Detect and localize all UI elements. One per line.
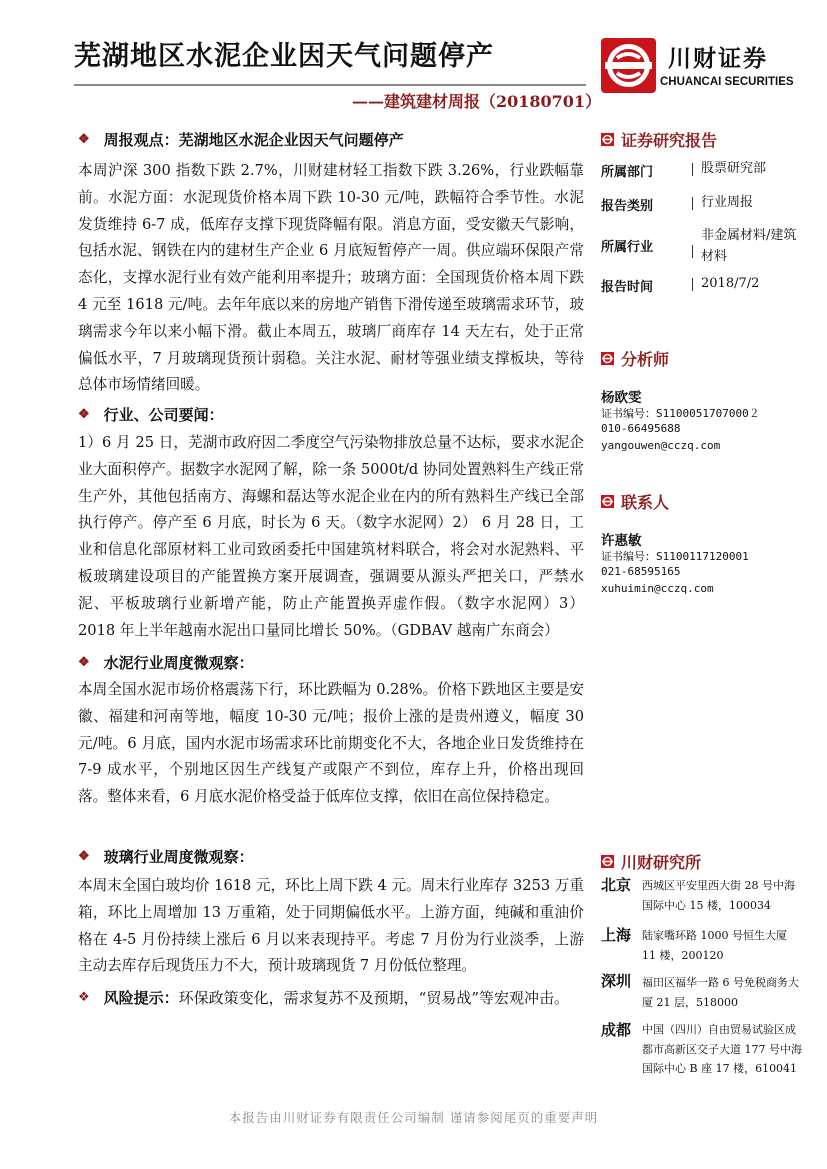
sidebar-heading-text: 川财研究所 — [621, 853, 702, 872]
logo-chinese-name: 川财证券 — [668, 45, 768, 72]
diamond-bullet-icon: ❖ — [78, 132, 90, 147]
logo-square-icon — [601, 133, 614, 146]
section-heading-text: 玻璃行业周度微观察： — [103, 848, 254, 866]
section-heading-text: 风险提示： — [103, 989, 179, 1007]
section-heading-glass — [78, 846, 254, 867]
info-value: 行业周报 — [701, 195, 754, 210]
info-value: 2018/7/2 — [701, 276, 760, 291]
analyst-name: 杨欧雯 — [601, 390, 642, 406]
sidebar-heading-contact — [601, 490, 669, 513]
info-separator — [692, 245, 693, 258]
info-label: 报告时间 — [601, 280, 654, 295]
logo-square-icon — [601, 495, 614, 508]
section-body-news: 1）6 月 25 日，芜湖市政府因二季度空气污染物排放总量不达标，要求水泥企业大面积停产。据数字水泥网了解，除一条 5000t/d 协同处置熟料生产线正常生产外，其他包括南方、海螺和磊达等水泥企业在内的所有熟料生产线已全部执行停产。停产至 6 月底，时长为 6 天。（数字水泥网）2） 6 月 28 日，工业和信息化部原材料工业司致函委托中国建筑材料联合，将会对水泥熟料、平板玻璃建设项目的产能置换方案开展调查，强调要从源头严把关口，严禁水泥、平板玻璃行业新增产能，防止产能置换弄虚作假。（数字水泥网）3）2018 年上半年越南水泥出口量同比增长 50%。（GDBAV 越南广东商会） — [78, 434, 584, 639]
risk-text: 环保政策变化，需求复苏不及预期，“贸易战”等宏观冲击。 — [178, 989, 570, 1007]
contact-email: xuhuimin@cczq.com — [601, 582, 714, 595]
analyst-cert: 证书编号：S1100051707000２ — [601, 407, 760, 420]
sidebar-heading-analyst — [601, 347, 669, 370]
logo-square-icon — [601, 352, 614, 365]
section-heading-news — [78, 404, 224, 425]
office-address: 陆家嘴环路 1000 号恒生大厦 11 楼，200120 — [642, 929, 787, 962]
office-address: 中国（四川）自由贸易试验区成都市高新区交子大道 177 号中海国际中心 B 座 17 楼，610041 — [642, 1023, 802, 1075]
analyst-phone: 010-66495688 — [601, 422, 681, 435]
section-body-cement: 本周全国水泥市场价格震荡下行，环比跌幅为 0.28%。价格下跌地区主要是安徽、福建和河南等地，幅度 10-30 元/吨；报价上涨的是贵州遵义，幅度 30 元/吨。6 月底，国内水泥市场需求环比前期变化不大，各地企业日发货维持在 7-9 成水平，个别地区因生产线复产或限产不到位，库存上升，价格出现回落。整体来看，6 月底水泥价格受益于低库位支撑，依旧在高位保持稳定。 — [78, 681, 584, 806]
info-label: 报告类别 — [601, 199, 654, 214]
contact-cert: 证书编号：S1100117120001 — [601, 550, 749, 563]
section-heading-cement — [78, 652, 254, 673]
sidebar-heading-report — [601, 128, 717, 151]
section-heading-text: 行业、公司要闻： — [103, 406, 224, 424]
analyst-email: yangouwen@cczq.com — [601, 439, 721, 452]
logo-english-name: CHUANCAI SECURITIES — [660, 76, 794, 88]
report-subtitle: ——建筑建材周报（20180701） — [352, 92, 602, 111]
info-separator — [692, 163, 693, 176]
title-divider — [74, 84, 586, 86]
diamond-bullet-icon: ❖ — [78, 849, 90, 864]
diamond-bullet-icon: ❖ — [78, 407, 90, 422]
page-footer: 本报告由川财证券有限责任公司编制 谨请参阅尾页的重要声明 — [228, 1110, 599, 1125]
section-body-view: 本周沪深 300 指数下跌 2.7%，川财建材轻工指数下跌 3.26%，行业跌幅靠前。水泥方面：水泥现货价格本周下跌 10-30 元/吨，跌幅符合季节性。水泥发货维持 6-7 成，低库存支撑下现货降幅有限。消息方面，受安徽天气影响，包括水泥、钢铁在内的建材生产企业 6 月底短暂停产一周。供应端环保限产常态化，支撑水泥行业有效产能利用率提升；玻璃方面：全国现货价格本周下跌 4 元至 1618 元/吨。去年年底以来的房地产销售下滑传递至玻璃需求环节，玻璃需求今年以来小幅下滑。截止本周五，玻璃厂商库存 14 天左右，处于正常偏低水平，7 月玻璃现货预计弱稳。关注水泥、耐材等强业绩支撑板块，等待总体市场情绪回暖。 — [78, 162, 584, 394]
diamond-bullet-icon: ❖ — [78, 990, 90, 1005]
info-separator — [692, 197, 693, 210]
section-heading-view — [78, 129, 404, 150]
sidebar-heading-text: 联系人 — [621, 493, 670, 512]
section-heading-text: 周报观点：芜湖地区水泥企业因天气问题停产 — [103, 131, 404, 149]
info-value: 非金属材料/建筑材料 — [701, 228, 797, 264]
info-value: 股票研究部 — [701, 161, 767, 176]
report-title: 芜湖地区水泥企业因天气问题停产 — [74, 41, 494, 72]
office-address: 福田区福华一路 6 号免税商务大厦 21 层，518000 — [642, 976, 799, 1009]
section-body-glass: 本周末全国白玻均价 1618 元，环比上周下跌 4 元。周末行业库存 3253 万重箱，环比上周增加 13 万重箱，处于同期偏低水平。上游方面，纯碱和重油价格在 4-5 月份持续上涨后 6 月以来表现持平。考虑 7 月份为行业淡季，上游主动去库存后现货压力不大，预计玻璃现货 7 月份低位整理。 — [78, 877, 584, 975]
sidebar-heading-text: 分析师 — [621, 350, 670, 369]
sidebar-heading-text: 证券研究报告 — [621, 131, 718, 150]
office-city: 深圳 — [601, 972, 632, 990]
chuancai-logo-icon — [601, 38, 656, 93]
office-city: 上海 — [601, 926, 632, 944]
sidebar-heading-institute — [601, 850, 701, 873]
info-label: 所属行业 — [601, 240, 654, 255]
section-risk — [78, 987, 569, 1008]
office-city: 北京 — [601, 876, 632, 894]
info-separator — [692, 278, 693, 291]
office-city: 成都 — [601, 1021, 632, 1039]
info-label: 所属部门 — [601, 165, 654, 180]
section-heading-text: 水泥行业周度微观察： — [103, 654, 254, 672]
contact-phone: 021-68595165 — [601, 565, 681, 578]
contact-name: 许惠敏 — [601, 533, 642, 549]
logo-square-icon — [601, 855, 614, 868]
office-address: 西城区平安里西大街 28 号中海国际中心 15 楼，100034 — [642, 879, 795, 912]
diamond-bullet-icon: ❖ — [78, 655, 90, 670]
